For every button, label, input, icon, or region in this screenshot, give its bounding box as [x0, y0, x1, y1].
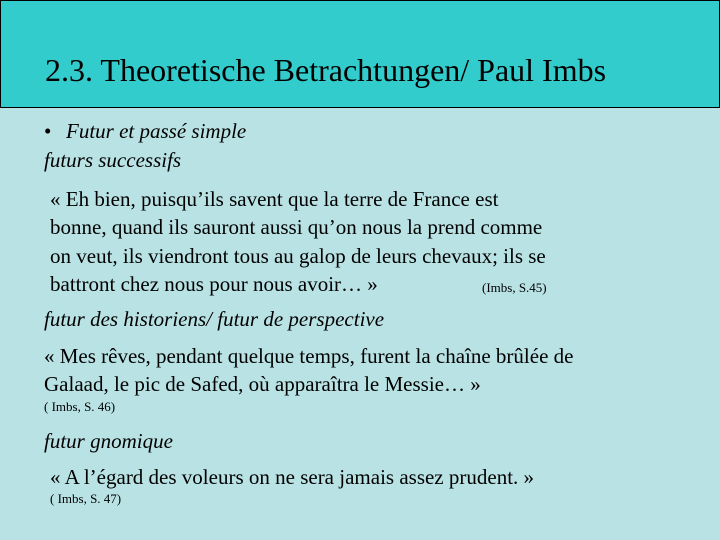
- quote-line: Galaad, le pic de Safed, où apparaîtra le Messie… »: [44, 372, 481, 396]
- quote-line: battront chez nous pour nous avoir… »: [50, 272, 378, 296]
- quote-line: on veut, ils viendront tous au galop de leurs chevaux; ils se: [50, 244, 546, 268]
- quote-line: bonne, quand ils sauront aussi qu’on nous la prend comme: [50, 215, 543, 239]
- citation: ( Imbs, S. 46): [44, 399, 116, 414]
- bullet-marker: •: [44, 119, 52, 143]
- title-bar: [0, 0, 720, 108]
- citation: ( Imbs, S. 47): [50, 491, 122, 506]
- quote-line: « Eh bien, puisqu’ils savent que la terre de France est: [50, 187, 499, 211]
- slide-title: 2.3. Theoretische Betrachtungen/ Paul Imbs: [45, 52, 607, 88]
- section-heading-futur-gnomique: futur gnomique: [44, 429, 173, 453]
- section-heading-futurs-successifs: futurs successifs: [44, 148, 182, 172]
- bullet-item: [44, 118, 246, 144]
- citation: (Imbs, S.45): [482, 280, 547, 295]
- quote-line: « A l’égard des voleurs on ne sera jamais assez prudent. »: [50, 465, 535, 489]
- bullet-text: Futur et passé simple: [66, 119, 247, 143]
- section-heading-futur-des-historiens: futur des historiens/ futur de perspective: [44, 307, 385, 331]
- quote-line: « Mes rêves, pendant quelque temps, furent la chaîne brûlée de: [44, 344, 574, 368]
